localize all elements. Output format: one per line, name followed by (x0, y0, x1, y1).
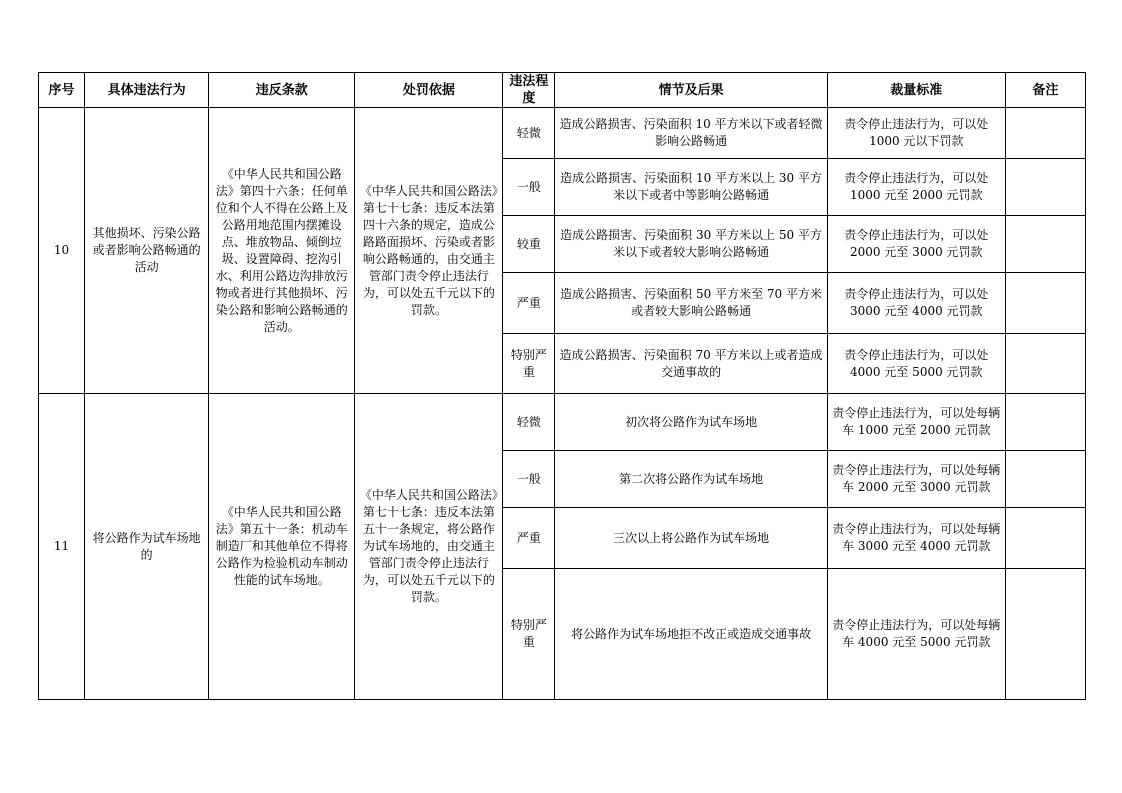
level-cell: 一般 (503, 451, 555, 508)
circumstance-cell: 造成公路损害、污染面积 10 平方米以下或者轻微影响公路畅通 (555, 108, 827, 159)
circumstance-cell: 造成公路损害、污染面积 50 平方米至 70 平方米或者较大影响公路畅通 (555, 273, 827, 334)
note-cell (1005, 508, 1085, 569)
table-row (39, 108, 1086, 159)
level-cell: 轻微 (503, 108, 555, 159)
header-level: 违法程度 (503, 73, 555, 108)
note-cell (1005, 451, 1085, 508)
note-cell (1005, 394, 1085, 451)
basis-cell: 《中华人民共和国公路法》第七十七条：违反本法第五十一条规定，将公路作为试车场地的，由交通主管部门责令停止违法行为，可以处五千元以下的罚款。 (355, 394, 503, 700)
note-cell (1005, 216, 1085, 273)
circumstance-cell: 造成公路损害、污染面积 10 平方米以上 30 平方米以下或者中等影响公路畅通 (555, 159, 827, 216)
level-cell: 特别严重 (503, 569, 555, 700)
header-circumstance: 情节及后果 (555, 73, 827, 108)
note-cell (1005, 159, 1085, 216)
penalty-table (38, 72, 1086, 700)
header-note: 备注 (1005, 73, 1085, 108)
standard-cell: 责令停止违法行为，可以处每辆车 2000 元至 3000 元罚款 (827, 451, 1005, 508)
behavior-cell: 其他损坏、污染公路或者影响公路畅通的活动 (85, 108, 209, 394)
standard-cell: 责令停止违法行为，可以处 2000 元至 3000 元罚款 (827, 216, 1005, 273)
header-basis: 处罚依据 (355, 73, 503, 108)
standard-cell: 责令停止违法行为，可以处 4000 元至 5000 元罚款 (827, 334, 1005, 394)
clause-cell: 《中华人民共和国公路法》第五十一条：机动车制造厂和其他单位不得将公路作为检验机动车制动性能的试车场地。 (209, 394, 355, 700)
standard-cell: 责令停止违法行为，可以处每辆车 4000 元至 5000 元罚款 (827, 569, 1005, 700)
standard-cell: 责令停止违法行为，可以处每辆车 3000 元至 4000 元罚款 (827, 508, 1005, 569)
standard-cell: 责令停止违法行为，可以处 1000 元以下罚款 (827, 108, 1005, 159)
standard-cell: 责令停止违法行为，可以处 1000 元至 2000 元罚款 (827, 159, 1005, 216)
clause-cell: 《中华人民共和国公路法》第四十六条：任何单位和个人不得在公路上及公路用地范围内摆摊设点、堆放物品、倾倒垃圾、设置障碍、挖沟引水、利用公路边沟排放污物或者进行其他损坏、污染公路和影响公路畅通的活动。 (209, 108, 355, 394)
level-cell: 特别严重 (503, 334, 555, 394)
seq-cell: 11 (39, 394, 85, 700)
circumstance-cell: 初次将公路作为试车场地 (555, 394, 827, 451)
header-seq: 序号 (39, 73, 85, 108)
level-cell: 一般 (503, 159, 555, 216)
header-standard: 裁量标准 (827, 73, 1005, 108)
table-body (39, 108, 1086, 700)
note-cell (1005, 273, 1085, 334)
note-cell (1005, 334, 1085, 394)
basis-cell: 《中华人民共和国公路法》第七十七条：违反本法第四十六条的规定，造成公路路面损坏、污染或者影响公路畅通的，由交通主管部门责令停止违法行为，可以处五千元以下的罚款。 (355, 108, 503, 394)
table-header (39, 73, 1086, 108)
header-clause: 违反条款 (209, 73, 355, 108)
note-cell (1005, 569, 1085, 700)
header-row (39, 73, 1086, 108)
seq-cell: 10 (39, 108, 85, 394)
note-cell (1005, 108, 1085, 159)
circumstance-cell: 三次以上将公路作为试车场地 (555, 508, 827, 569)
circumstance-cell: 造成公路损害、污染面积 30 平方米以上 50 平方米以下或者较大影响公路畅通 (555, 216, 827, 273)
behavior-cell: 将公路作为试车场地的 (85, 394, 209, 700)
level-cell: 轻微 (503, 394, 555, 451)
header-behavior: 具体违法行为 (85, 73, 209, 108)
standard-cell: 责令停止违法行为，可以处 3000 元至 4000 元罚款 (827, 273, 1005, 334)
table-row (39, 394, 1086, 451)
standard-cell: 责令停止违法行为，可以处每辆车 1000 元至 2000 元罚款 (827, 394, 1005, 451)
circumstance-cell: 第二次将公路作为试车场地 (555, 451, 827, 508)
level-cell: 较重 (503, 216, 555, 273)
circumstance-cell: 造成公路损害、污染面积 70 平方米以上或者造成交通事故的 (555, 334, 827, 394)
circumstance-cell: 将公路作为试车场地拒不改正或造成交通事故 (555, 569, 827, 700)
level-cell: 严重 (503, 273, 555, 334)
level-cell: 严重 (503, 508, 555, 569)
